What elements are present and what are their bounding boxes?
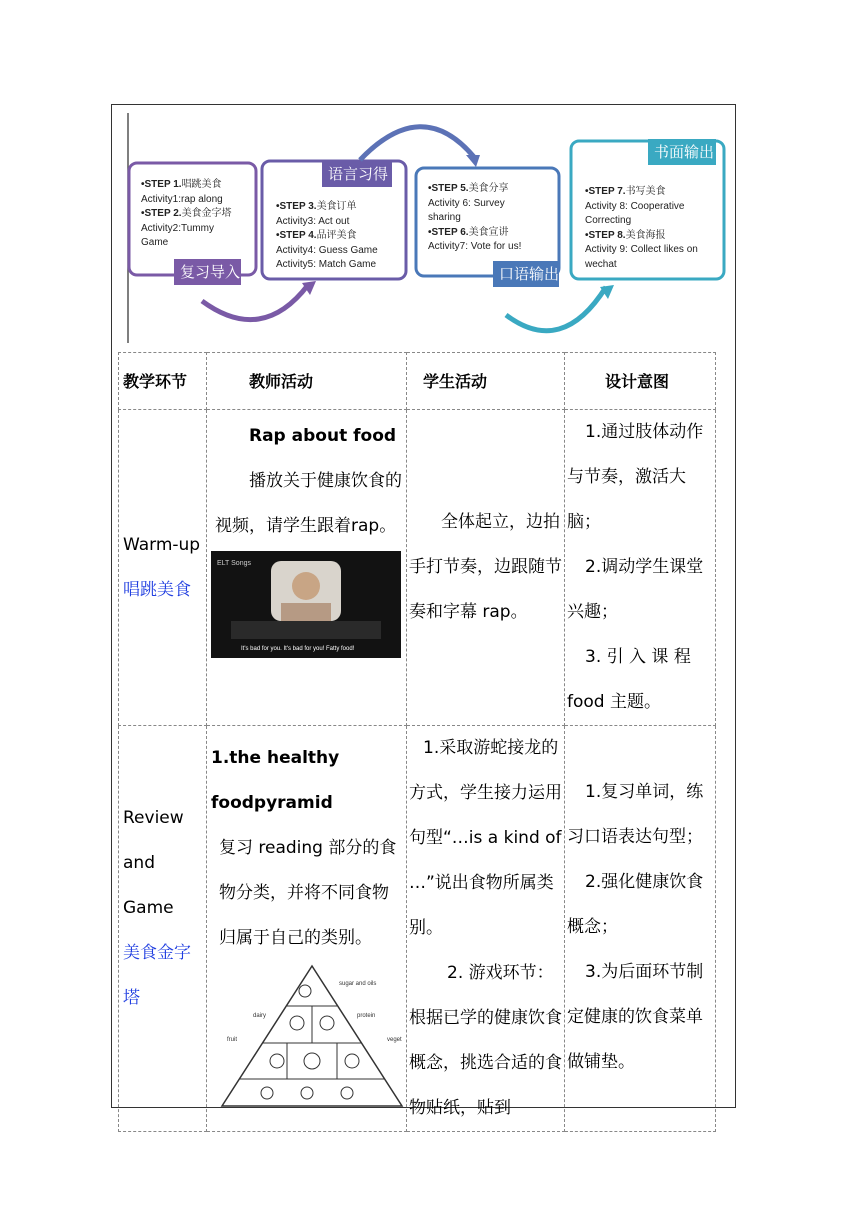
video-logo: ELT Songs xyxy=(217,560,251,567)
arrow-2-head xyxy=(466,155,480,167)
teacher-text: 复习 reading 部分的食物分类，并将不同食物归属于自己的类别。 xyxy=(219,838,397,948)
step-tag-1: 复习导入 xyxy=(180,263,241,281)
header-student: 学生活动 xyxy=(407,353,565,410)
teacher-title: Rap about food xyxy=(249,426,397,446)
step-box-3-text: •STEP 5.美食分享 Activity 6: Survey sharing •STEP 6.美食宣讲 Activity7: Vote for us! xyxy=(428,183,522,252)
food-pyramid-image xyxy=(211,961,402,1129)
pyramid-label-veget: veget xyxy=(387,1037,402,1043)
pyramid-label-sugar: sugar and oils xyxy=(339,981,377,987)
arrow-2 xyxy=(360,127,474,160)
header-intent: 设计意图 xyxy=(565,353,716,410)
step-tag-3: 口语输出 xyxy=(499,265,560,283)
table-row xyxy=(119,410,716,726)
step-box-1-text: •STEP 1.唱跳美食 Activity1:rap along •STEP 2.美食金字塔 Activity2:Tummy Game xyxy=(141,179,232,248)
stage-en-1: Review xyxy=(123,808,184,828)
flow-diagram xyxy=(112,105,735,349)
table-header-row xyxy=(119,353,716,410)
intent-cell xyxy=(565,726,716,1132)
arrow-1 xyxy=(202,285,308,320)
pyramid-label-fruit: fruit xyxy=(227,1037,238,1043)
intent-1: 1.复习单词，练习口语表达句型； xyxy=(567,782,704,847)
student-text-2: 2. 游戏环节：根据已学的健康饮食概念，挑选合适的食物贴纸，贴到 xyxy=(409,963,562,1118)
student-text: 全体起立，边拍手打节奏，边跟随节奏和字幕 rap。 xyxy=(409,512,562,622)
rap-video-thumbnail xyxy=(211,551,402,676)
rap-video-graphic xyxy=(211,551,401,658)
header-teacher: 教师活动 xyxy=(207,353,407,410)
stage-cn: 唱跳美食 xyxy=(123,579,191,600)
step-box-4-text: •STEP 7.书写美食 Activity 8: Cooperative Correcting •STEP 8.美食海报 Activity 9: Collect likes on wechat xyxy=(585,186,698,270)
pyramid-label-protein: protein xyxy=(357,1013,376,1019)
document-frame xyxy=(111,104,736,1118)
step-tag-2: 语言习得 xyxy=(328,165,389,183)
teacher-title: 1.the healthy foodpyramid xyxy=(211,748,340,813)
step-box-2-text: •STEP 3.美食订单 Activity3: Act out •STEP 4.品评美食 Activity4: Guess Game Activity5: Match Game xyxy=(276,201,378,270)
teacher-text: 播放关于健康饮食的视频，请学生跟着rap。 xyxy=(215,471,402,536)
teacher-cell xyxy=(207,726,407,1132)
pyramid-label-dairy: dairy xyxy=(253,1013,267,1019)
food-pyramid-graphic xyxy=(217,961,407,1111)
stage-cell xyxy=(119,410,207,726)
stage-cell xyxy=(119,726,207,1132)
video-caption: It's bad for you. It's bad for you! Fatty food! xyxy=(241,646,355,652)
stage-cn: 美食金字塔 xyxy=(123,943,191,1008)
intent-3: 3. 引 入 课 程 food 主题。 xyxy=(567,647,691,712)
intent-2: 2.调动学生课堂兴趣； xyxy=(567,557,704,622)
header-stage: 教学环节 xyxy=(119,353,207,410)
intent-2: 2.强化健康饮食概念； xyxy=(567,872,704,937)
teacher-cell xyxy=(207,410,407,726)
intent-3: 3.为后面环节制定健康的饮食菜单做铺垫。 xyxy=(567,962,704,1072)
intent-1: 1.通过肢体动作与节奏，激活大脑； xyxy=(567,422,704,532)
arrow-3 xyxy=(506,287,606,331)
intent-cell xyxy=(565,410,716,726)
step-tag-4: 书面输出 xyxy=(654,143,715,161)
student-text-1: 1.采取游蛇接龙的方式，学生接力运用句型“…is a kind of …”说出食物所属类别。 xyxy=(409,738,562,938)
stage-en-3: Game xyxy=(123,898,174,918)
stage-en: Warm-up xyxy=(123,534,201,555)
stage-en-2: and xyxy=(123,853,155,873)
student-cell xyxy=(407,410,565,726)
table-row xyxy=(119,726,716,1132)
lesson-plan-table xyxy=(118,352,716,1132)
student-cell xyxy=(407,726,565,1132)
